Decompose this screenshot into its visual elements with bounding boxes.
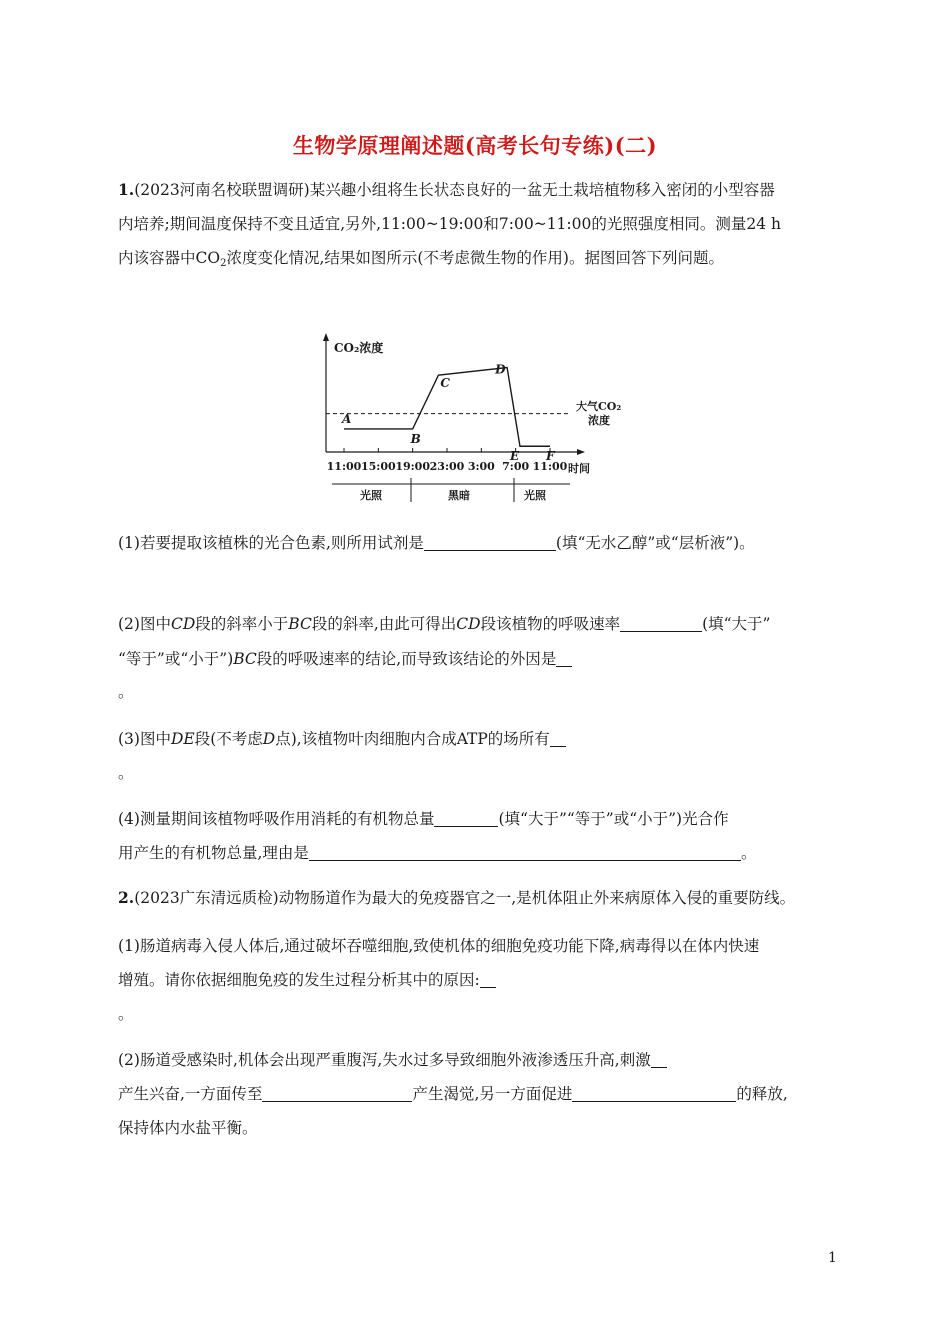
q1-intro-line2: 内培养;期间温度保持不变且适宜,另外,11:00~19:00和7:00~11:00的光照强度相同。测量24 h [118,215,781,233]
q2-number: 2. [118,888,135,907]
period-label-light-1: 光照 [360,489,382,502]
point-label-D: D [495,362,506,377]
reference-label-l2: 浓度 [588,414,610,427]
q1-part4-line1: (4)测量期间该植物呼吸作用消耗的有机物总量 (填“大于”“等于”或“小于”)光合作 [118,810,729,828]
q1-intro-line3: 内该容器中$CO_2$浓度变化情况,结果如图所示(不考虑微生物的作用)。据图回答下列问题。 [118,249,724,269]
q1-part3-blank[interactable] [550,730,566,747]
q2-part2-line1: (2)肠道受感染时,机体会出现严重腹泻,失水过多导致细胞外液渗透压升高,刺激 [118,1050,667,1070]
point-label-E: E [509,449,520,464]
x-axis-label: 时间 [568,462,590,475]
q1-part4-blank-1[interactable] [434,810,498,827]
x-axis-arrow [577,449,585,455]
q2-part2-blank-1[interactable] [651,1051,667,1068]
q1-intro-line1: 1.(2023河南名校联盟调研)某兴趣小组将生长状态良好的一盆无土栽培植物移入密闭的小型容器 [118,180,775,199]
q1-part2-line1: (2)图中CD段的斜率小于BC段的斜率,由此可得出CD段该植物的呼吸速率 (填“大于” [118,615,771,633]
page-number: 1 [828,1250,837,1266]
q2-part2-line2: 产生兴奋,一方面传至 产生渴觉,另一方面促进 的释放, [118,1085,788,1103]
q2-part1-line2: 增殖。请你依据细胞免疫的发生过程分析其中的原因: [118,970,496,990]
q2-part2-blank-2[interactable] [262,1085,412,1102]
q2-part1-blank[interactable] [480,971,496,988]
q2-part2-blank-3[interactable] [572,1085,736,1102]
q1-part2-blank-1[interactable] [620,615,702,632]
q2-intro: 2.(2023广东清远质检)动物肠道作为最大的免疫器官之一,是机体阻止外来病原体入侵的重要防线。 [118,888,796,907]
x-tick-label-5: 7:00 [502,460,530,473]
q1-part3-end: 。 [118,764,134,782]
period-label-dark: 黑暗 [448,489,470,502]
q2-part1-end: 。 [118,1005,134,1023]
q1-part2-line2: “等于”或“小于”)BC段的呼吸速率的结论,而导致该结论的外因是 [118,649,572,669]
q1-part1-blank[interactable] [424,534,556,551]
y-axis-arrow [323,333,329,341]
q1-part2-blank-2[interactable] [556,650,572,667]
point-label-F: F [546,449,555,464]
q1-part3: (3)图中DE段(不考虑D点),该植物叶肉细胞内合成ATP的场所有 [118,729,566,749]
q2-part1-line1: (1)肠道病毒入侵人体后,通过破坏吞噬细胞,致使机体的细胞免疫功能下降,病毒得以在体内快速 [118,937,760,955]
period-label-light-2: 光照 [524,489,546,502]
co2-chart [318,330,648,510]
point-label-C: C [440,376,450,391]
x-tick-label-0: 11:00 [326,460,362,473]
y-axis-label: CO₂浓度 [334,341,384,355]
x-tick-label-6: 11:00 [532,460,568,473]
page-title: 生物学原理阐述题(高考长句专练)(二) [292,133,658,158]
x-tick-label-2: 19:00 [395,460,431,473]
q1-part4-blank-2[interactable] [309,844,741,861]
q1-part2-end: 。 [118,683,134,701]
q1-part4-line2: 用产生的有机物总量,理由是 。 [118,844,757,862]
q2-part2-line3: 保持体内水盐平衡。 [118,1119,258,1137]
x-tick-label-4: 3:00 [467,460,495,473]
point-label-A: A [342,411,352,426]
reference-label-l1: 大气CO₂ [576,400,622,413]
point-label-B: B [410,431,421,446]
q1-number: 1. [118,180,135,199]
q1-part1: (1)若要提取该植株的光合色素,则所用试剂是 (填“无水乙醇”或“层析液”)。 [118,534,755,552]
x-tick-label-1: 15:00 [360,460,396,473]
x-tick-label-3: 23:00 [429,460,465,473]
